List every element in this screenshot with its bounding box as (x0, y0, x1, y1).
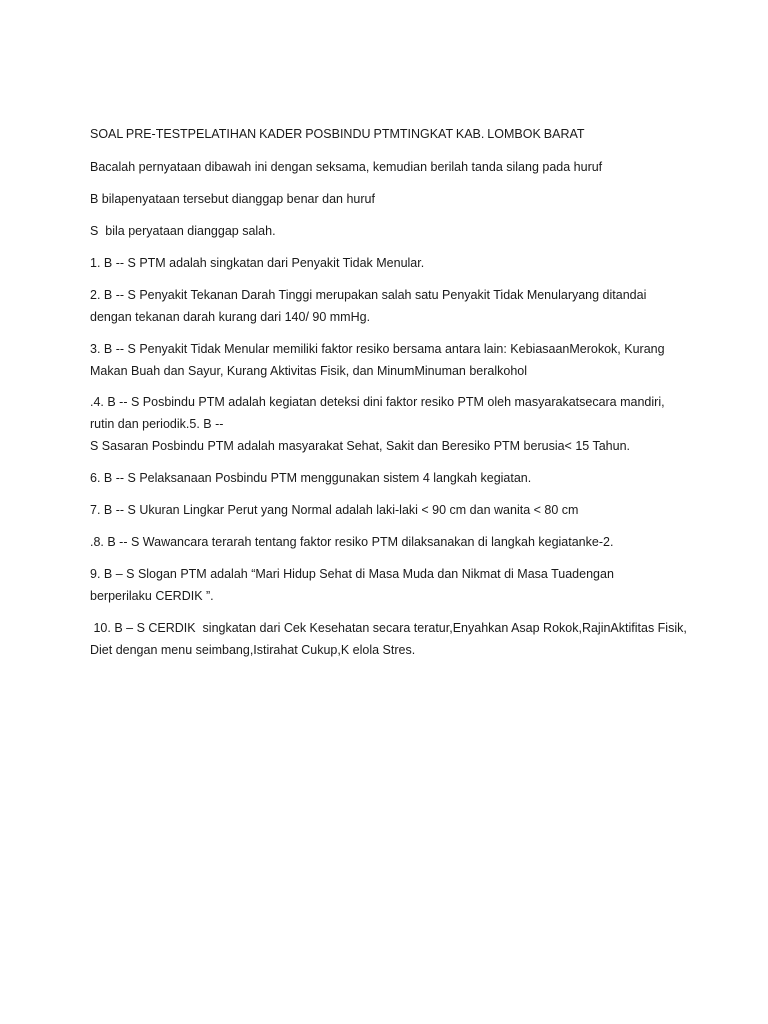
question-item: 7. B -- S Ukuran Lingkar Perut yang Normal adalah laki-laki < 90 cm dan wanita < 80 cm (90, 503, 579, 517)
instruction-paragraph: B bilapenyataan tersebut dianggap benar dan huruf (90, 192, 375, 206)
question-item: .8. B -- S Wawancara terarah tentang faktor resiko PTM dilaksanakan di langkah kegiatanke-2. (90, 535, 614, 549)
instruction-paragraph: Bacalah pernyataan dibawah ini dengan seksama, kemudian berilah tanda silang pada huruf (90, 160, 603, 174)
question-item: .4. B -- S Posbindu PTM adalah kegiatan deteksi dini faktor resiko PTM oleh masyarakatsecara mandiri, rutin dan periodik.5. B -- S Sasaran Posbindu PTM adalah masyarakat Sehat, Sakit dan Beresiko PTM berusia< 15 Tahun. (90, 395, 665, 453)
document-title: SOAL PRE-TESTPELATIHAN KADER POSBINDU PTMTINGKAT KAB. LOMBOK BARAT (90, 127, 585, 141)
document-body (90, 123, 690, 671)
question-item: 10. B – S CERDIK singkatan dari Cek Kesehatan secara teratur,Enyahkan Asap Rokok,RajinAktifitas Fisik, Diet dengan menu seimbang,Istirahat Cukup,K elola Stres. (90, 621, 687, 657)
question-item: 1. B -- S PTM adalah singkatan dari Penyakit Tidak Menular. (90, 256, 425, 270)
instruction-paragraph: S bila peryataan dianggap salah. (90, 224, 276, 238)
question-item: 3. B -- S Penyakit Tidak Menular memiliki faktor resiko bersama antara lain: KebiasaanMerokok, Kurang Makan Buah dan Sayur, Kurang Aktivitas Fisik, dan MinumMinuman beralkohol (90, 342, 665, 378)
question-item: 9. B – S Slogan PTM adalah “Mari Hidup Sehat di Masa Muda dan Nikmat di Masa Tuadengan berperilaku CERDIK ”. (90, 567, 614, 603)
question-item: 2. B -- S Penyakit Tekanan Darah Tinggi merupakan salah satu Penyakit Tidak Menularyang ditandai dengan tekanan darah kurang dari 140/ 90 mmHg. (90, 288, 647, 324)
question-item: 6. B -- S Pelaksanaan Posbindu PTM menggunakan sistem 4 langkah kegiatan. (90, 471, 532, 485)
